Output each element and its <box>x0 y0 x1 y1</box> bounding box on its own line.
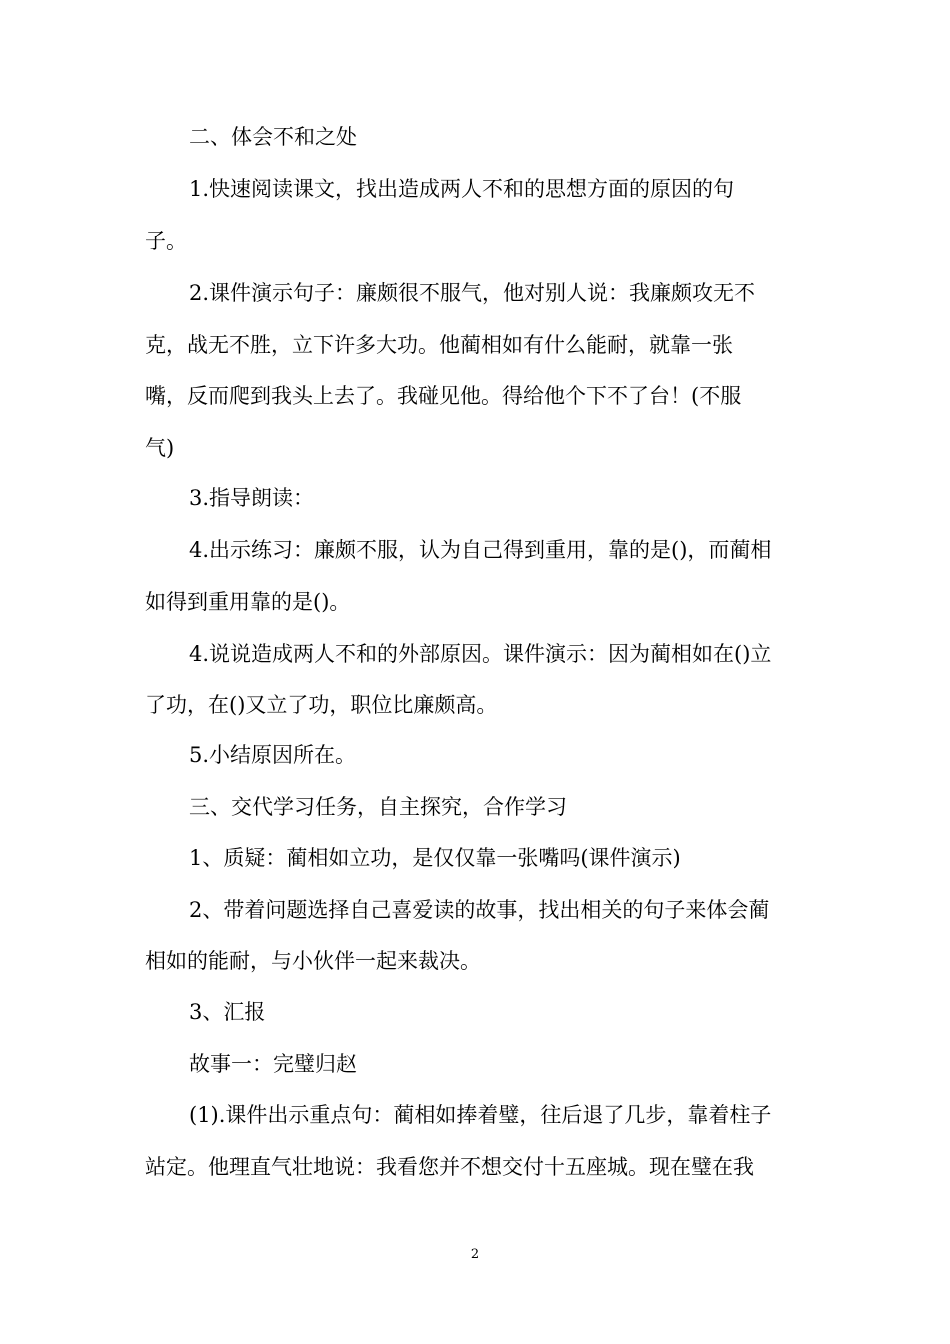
paragraph-line: 子。 <box>145 229 187 253</box>
page-number: 2 <box>470 1247 480 1262</box>
paragraph-line: 3、汇报 <box>189 1000 266 1024</box>
section-heading-2: 二、体会不和之处 <box>189 125 357 149</box>
paragraph-line: 相如的能耐，与小伙伴一起来裁决。 <box>145 949 481 973</box>
paragraph-line: 了功，在()又立了功，职位比廉颇高。 <box>145 693 498 717</box>
paragraph-line: 1.快速阅读课文，找出造成两人不和的思想方面的原因的句 <box>189 177 735 201</box>
story-heading: 故事一：完璧归赵 <box>189 1052 357 1076</box>
paragraph-line: 5.小结原因所在。 <box>189 743 357 767</box>
paragraph-line: 3.指导朗读： <box>189 486 315 510</box>
paragraph-line: 气) <box>145 436 175 460</box>
paragraph-line: (1).课件出示重点句：蔺相如捧着璧，往后退了几步，靠着柱子 <box>189 1103 772 1127</box>
paragraph-line: 2.课件演示句子：廉颇很不服气，他对别人说：我廉颇攻无不 <box>189 281 756 305</box>
paragraph-line: 站定。他理直气壮地说：我看您并不想交付十五座城。现在璧在我 <box>145 1155 754 1179</box>
paragraph-line: 4.出示练习：廉颇不服，认为自己得到重用，靠的是()，而蔺相 <box>189 538 772 562</box>
paragraph-line: 1、质疑：蔺相如立功，是仅仅靠一张嘴吗(课件演示) <box>189 846 681 870</box>
paragraph-line: 4.说说造成两人不和的外部原因。课件演示：因为蔺相如在()立 <box>189 642 772 666</box>
paragraph-line: 2、带着问题选择自己喜爱读的故事，找出相关的句子来体会蔺 <box>189 898 770 922</box>
section-heading-3: 三、交代学习任务，自主探究，合作学习 <box>189 795 567 819</box>
paragraph-line: 嘴，反而爬到我头上去了。我碰见他。得给他个下不了台！(不服 <box>145 384 742 408</box>
paragraph-line: 克，战无不胜，立下许多大功。他蔺相如有什么能耐，就靠一张 <box>145 333 733 357</box>
paragraph-line: 如得到重用靠的是()。 <box>145 590 351 614</box>
